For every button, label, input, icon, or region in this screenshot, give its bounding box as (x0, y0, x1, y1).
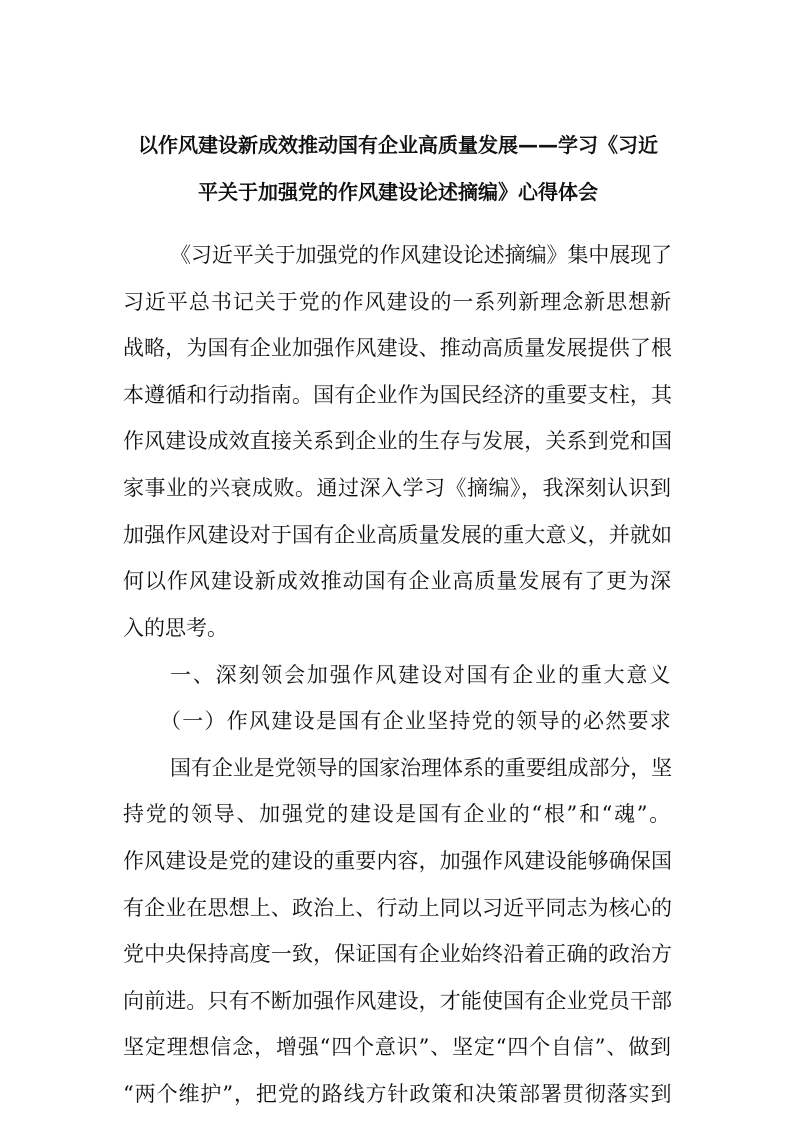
paragraph-line: 战略，为国有企业加强作风建设、推动高质量发展提供了根 (123, 336, 673, 360)
paragraph-line: 习近平总书记关于党的作风建设的一系列新理念新思想新 (123, 290, 672, 314)
paragraph-line: 坚定理想信念，增强“四个意识”、坚定“四个自信”、做到 (123, 1035, 672, 1059)
paragraph-line: 党中央保持高度一致，保证国有企业始终沿着正确的政治方 (123, 942, 673, 966)
paragraph-line: 有企业在思想上、政治上、行动上同以习近平同志为核心的 (123, 896, 673, 920)
paragraph-line: 加强作风建设对于国有企业高质量发展的重大意义，并就如 (123, 523, 673, 547)
document-title-line-1: 以作风建设新成效推动国有企业高质量发展——学习《习近 (138, 133, 658, 157)
document-title-line-2: 平关于加强党的作风建设论述摘编》心得体会 (198, 180, 598, 204)
paragraph-line: 作风建设成效直接关系到企业的生存与发展，关系到党和国 (123, 429, 673, 453)
paragraph-line: 《习近平关于加强党的作风建设论述摘编》集中展现了 (170, 243, 673, 267)
paragraph-line: 本遵循和行动指南。国有企业作为国民经济的重要支柱，其 (123, 383, 673, 407)
paragraph-line: 国有企业是党领导的国家治理体系的重要组成部分，坚 (170, 756, 673, 780)
paragraph-line: 向前进。只有不断加强作风建设，才能使国有企业党员干部 (123, 989, 673, 1013)
paragraph-line: 何以作风建设新成效推动国有企业高质量发展有了更为深 (123, 569, 672, 593)
subsection-heading: （一）作风建设是国有企业坚持党的领导的必然要求 (160, 709, 672, 733)
paragraph-line: 入的思考。 (123, 616, 228, 640)
section-heading: 一、深刻领会加强作风建设对国有企业的重大意义 (170, 663, 673, 687)
paragraph-line: 家事业的兴衰成败。通过深入学习《摘编》，我深刻认识到 (123, 476, 672, 500)
paragraph-line: 作风建设是党的建设的重要内容，加强作风建设能够确保国 (123, 849, 673, 873)
paragraph-line: “两个维护”，把党的路线方针政策和决策部署贯彻落实到 (123, 1082, 673, 1106)
paragraph-line: 持党的领导、加强党的建设是国有企业的“根”和“魂”。 (123, 802, 672, 826)
